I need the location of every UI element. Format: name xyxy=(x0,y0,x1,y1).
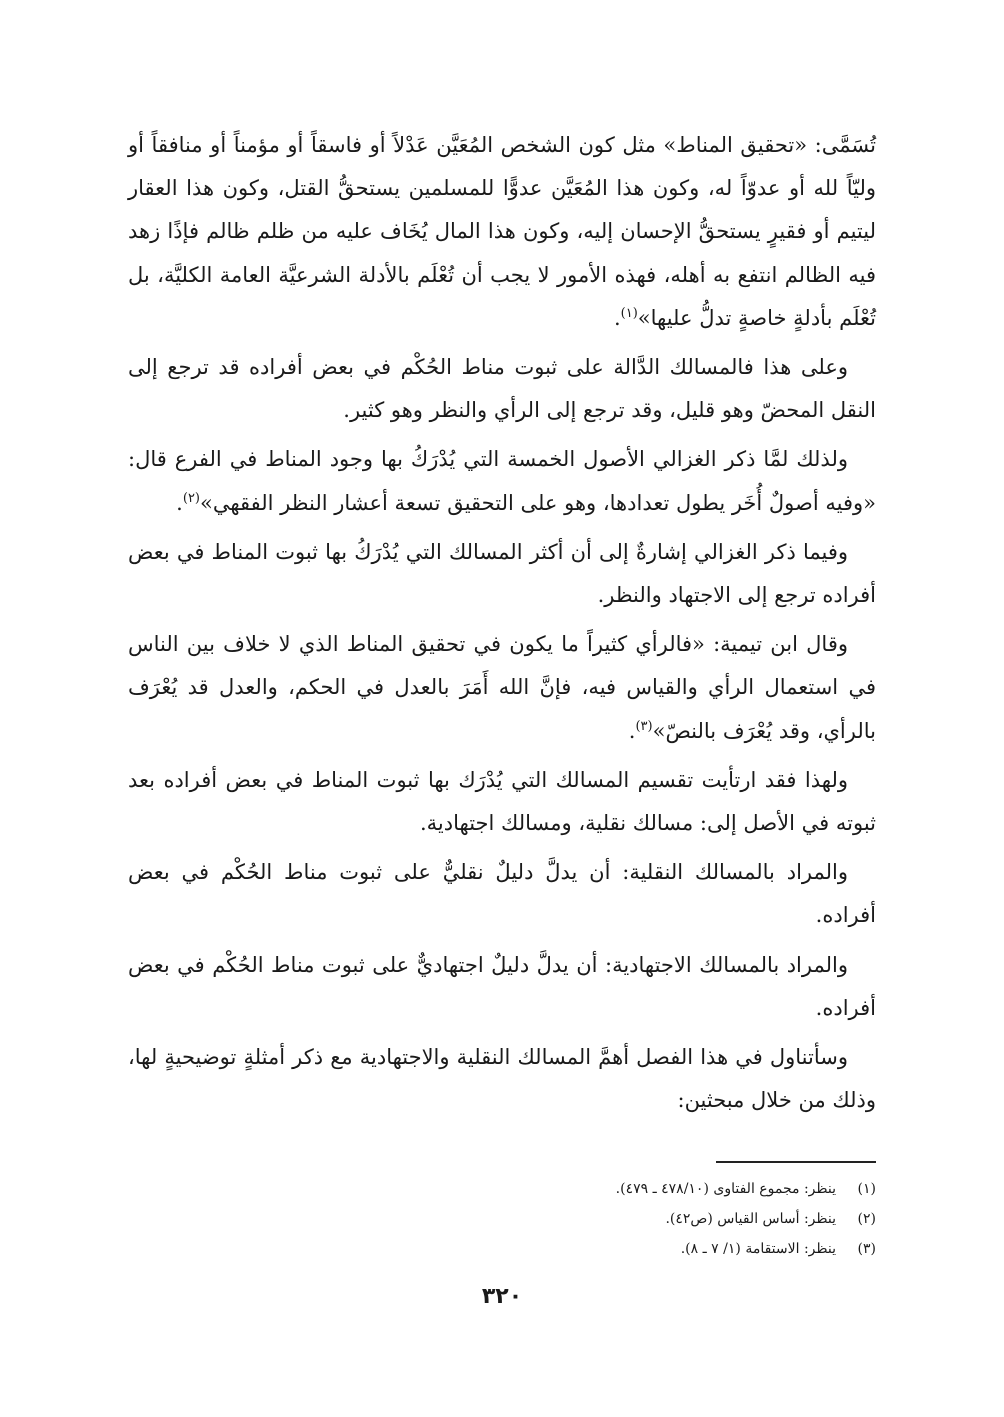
footnotes xyxy=(128,1174,876,1264)
paragraph-3-text: ولذلك لمَّا ذكر الغزالي الأصول الخمسة التي يُدْرَكُ بها وجود المناط في الفرع قال: «وفيه أصولٌ أُخَر يطول تعدادها، وهو على التحقيق تسعة أعشار النظر الفقهي» xyxy=(128,447,876,515)
paragraph-5-text: وقال ابن تيمية: «فالرأي كثيراً ما يكون في تحقيق المناط الذي لا خلاف بين الناس في استعمال الرأي والقياس فيه، فإنَّ الله أَمَرَ بالعدل في الحكم، والعدل قد يُعْرَف بالرأي، وقد يُعْرَف بالنصّ» xyxy=(128,632,876,743)
footnote-2-text: ينظر: أساس القياس (ص٤٢). xyxy=(665,1211,836,1227)
page-number: ٣٢٠ xyxy=(481,1284,523,1309)
paragraph-6: ولهذا فقد ارتأيت تقسيم المسالك التي يُدْرَك بها ثبوت المناط في بعض أفراده بعد ثبوته في الأصل إلى: مسالك نقلية، ومسالك اجتهادية. xyxy=(128,767,876,836)
footnote-2 xyxy=(128,1204,876,1234)
footnote-ref-2: (٢) xyxy=(182,490,200,506)
footnote-ref-3: (٣) xyxy=(635,718,653,734)
paragraph-9: وسأتناول في هذا الفصل أهمَّ المسالك النقلية والاجتهادية مع ذكر أمثلةٍ توضيحيةٍ لها، وذلك من خلال مبحثين: xyxy=(128,1045,876,1113)
footnote-2-number: (٢) xyxy=(857,1211,876,1227)
footnote-ref-1: (١) xyxy=(620,305,638,321)
footnote-1 xyxy=(128,1174,876,1204)
paragraph-4: وفيما ذكر الغزالي إشارةٌ إلى أن أكثر المسالك التي يُدْرَكُ بها ثبوت المناط في بعض أفراده ترجع إلى الاجتهاد والنظر. xyxy=(128,539,876,608)
paragraph-1 xyxy=(128,124,876,340)
paragraph-1-text: تُسَمَّى: «تحقيق المناط» مثل كون الشخص المُعَيَّن عَدْلاً أو فاسقاً أو مؤمناً أو منافقاً أو وليّاً لله أو عدوّاً له، وكون هذا المُعَيَّن عدوًّا للمسلمين يستحقُّ القتل، وكون هذا العقار ليتيم أو فقيرٍ يستحقُّ الإحسان إليه، وكون هذا المال يُخَاف عليه من ظلم ظالم فإذًا زهد فيه الظالم انتفع به أهله، فهذه الأمور لا يجب أن تُعْلَم بالأدلة الشرعيَّة العامة الكليَّة، بل تُعْلَم بأدلةٍ خاصةٍ تدلُّ عليها» xyxy=(128,133,876,330)
paragraph-3 xyxy=(128,438,876,524)
footnote-1-number: (١) xyxy=(857,1181,876,1197)
footnote-1-text: ينظر: مجموع الفتاوى (٤٧٨/١٠ ـ ٤٧٩). xyxy=(615,1181,836,1197)
paragraph-3-end: . xyxy=(176,490,183,515)
paragraph-5-end: . xyxy=(628,718,636,743)
footnote-separator xyxy=(716,1161,876,1163)
paragraph-5 xyxy=(128,623,876,753)
paragraph-7: والمراد بالمسالك النقلية: أن يدلَّ دليلٌ نقليٌّ على ثبوت مناط الحُكْم في بعض أفراده. xyxy=(128,860,876,928)
paragraph-1-end: . xyxy=(613,305,621,330)
footnote-3 xyxy=(128,1234,876,1264)
footnote-3-number: (٣) xyxy=(857,1241,876,1257)
paragraph-2: وعلى هذا فالمسالك الدَّالة على ثبوت مناط الحُكْم في بعض أفراده قد ترجع إلى النقل المحضّ وهو قليل، وقد ترجع إلى الرأي والنظر وهو كثير. xyxy=(128,355,876,423)
paragraph-8: والمراد بالمسالك الاجتهادية: أن يدلَّ دليلٌ اجتهاديٌّ على ثبوت مناط الحُكْم في بعض أفراده. xyxy=(128,952,876,1020)
page-body xyxy=(128,124,876,1128)
footnote-3-text: ينظر: الاستقامة (١/ ٧ ـ ٨). xyxy=(680,1241,836,1257)
